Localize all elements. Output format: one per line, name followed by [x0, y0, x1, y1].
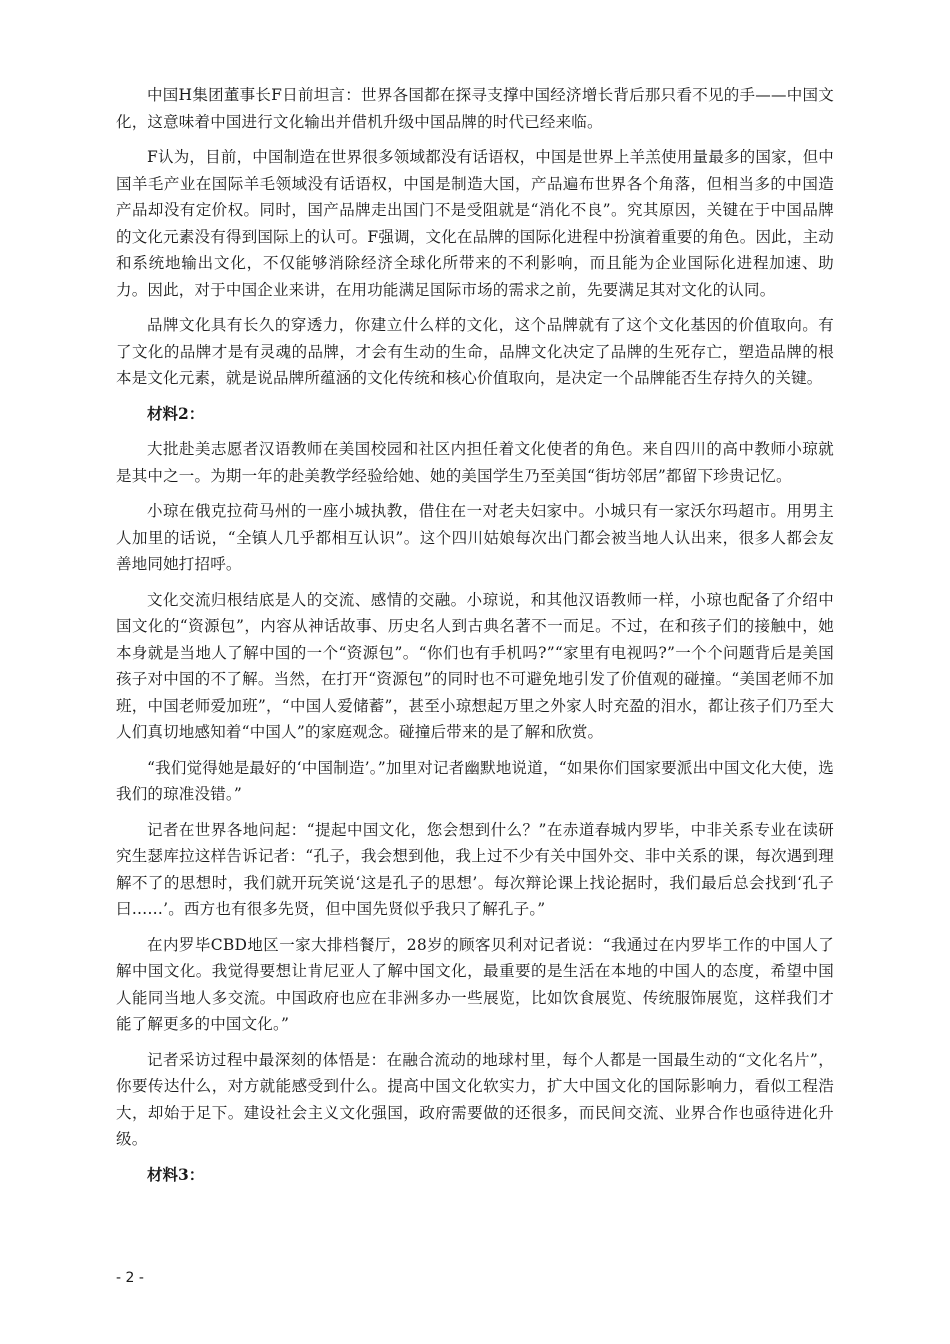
paragraph: 记者在世界各地问起：“提起中国文化，您会想到什么？”在赤道春城内罗毕，中非关系专业在读研究生瑟库拉这样告诉记者：“孔子，我会想到他，我上过不少有关中国外交、非中关系的课，每次遇到理解不了的思想时，我们就开玩笑说‘这是孔子的思想’。每次辩论课上找论据时，我们最后总会找到‘孔子曰……’。西方也有很多先贤，但中国先贤似乎我只了解孔子。” — [116, 820, 834, 918]
paragraph: 中国H集团董事长F日前坦言：世界各国都在探寻支撑中国经济增长背后那只看不见的手——中国文化，这意味着中国进行文化输出并借机升级中国品牌的时代已经来临。 — [116, 86, 834, 131]
paragraph: 品牌文化具有长久的穿透力，你建立什么样的文化，这个品牌就有了这个文化基因的价值取向。有了文化的品牌才是有灵魂的品牌，才会有生动的生命，品牌文化决定了品牌的生死存亡，塑造品牌的根本是文化元素，就是说品牌所蕴涵的文化传统和核心价值取向，是决定一个品牌能否生存持久的关键。 — [116, 316, 834, 387]
paragraph: 记者采访过程中最深刻的体悟是：在融合流动的地球村里，每个人都是一国最生动的“文化名片”，你要传达什么，对方就能感受到什么。提高中国文化软实力，扩大中国文化的国际影响力，看似工程浩大，却始于足下。建设社会主义文化强国，政府需要做的还很多，而民间交流、业界合作也亟待进化升级。 — [116, 1050, 834, 1148]
paragraph: “我们觉得她是最好的‘中国制造’。”加里对记者幽默地说道，“如果你们国家要派出中国文化大使，选我们的琼准没错。” — [116, 758, 834, 803]
section-heading-material-2: 材料2： — [147, 403, 205, 423]
paragraph: 在内罗毕CBD地区一家大排档餐厅，28岁的顾客贝利对记者说：“我通过在内罗毕工作的中国人了解中国文化。我觉得要想让肯尼亚人了解中国文化，最重要的是生活在本地的中国人的态度，希望中国人能同当地人多交流。中国政府也应在非洲多办一些展览，比如饮食展览、传统服饰展览，这样我们才能了解更多的中国文化。” — [116, 935, 834, 1033]
page-number: - 2 - — [116, 1270, 144, 1286]
paragraph: 文化交流归根结底是人的交流、感情的交融。小琼说，和其他汉语教师一样，小琼也配备了介绍中国文化的“资源包”，内容从神话故事、历史名人到古典名著不一而足。不过，在和孩子们的接触中，她本身就是当地人了解中国的一个“资源包”。“你们也有手机吗?”“家里有电视吗?”一个个问题背后是美国孩子对中国的不了解。当然，在打开“资源包”的同时也不可避免地引发了价值观的碰撞。“美国老师不加班，中国老师爱加班”，“中国人爱储蓄”，甚至小琼想起万里之外家人时充盈的泪水，都让孩子们乃至大人们真切地感知着“中国人”的家庭观念。碰撞后带来的是了解和欣赏。 — [116, 590, 834, 741]
document-body — [116, 82, 834, 1197]
section-heading-material-3: 材料3： — [147, 1164, 205, 1184]
paragraph: F认为，目前，中国制造在世界很多领域都没有话语权，中国是世界上羊羔使用量最多的国家，但中国羊毛产业在国际羊毛领域没有话语权，中国是制造大国，产品遍布世界各个角落，但相当多的中国造产品却没有定价权。同时，国产品牌走出国门不是受阻就是“消化不良”。究其原因，关键在于中国品牌的文化元素没有得到国际上的认可。F强调，文化在品牌的国际化进程中扮演着重要的角色。因此，主动和系统地输出文化，不仅能够消除经济全球化所带来的不利影响，而且能为企业国际化进程加速、助力。因此，对于中国企业来讲，在用功能满足国际市场的需求之前，先要满足其对文化的认同。 — [116, 148, 834, 299]
paragraph: 小琼在俄克拉荷马州的一座小城执教，借住在一对老夫妇家中。小城只有一家沃尔玛超市。用男主人加里的话说，“全镇人几乎都相互认识”。这个四川姑娘每次出门都会被当地人认出来，很多人都会友善地同她打招呼。 — [116, 502, 834, 573]
paragraph: 大批赴美志愿者汉语教师在美国校园和社区内担任着文化使者的角色。来自四川的高中教师小琼就是其中之一。为期一年的赴美教学经验给她、她的美国学生乃至美国“街坊邻居”都留下珍贵记忆。 — [116, 440, 834, 485]
